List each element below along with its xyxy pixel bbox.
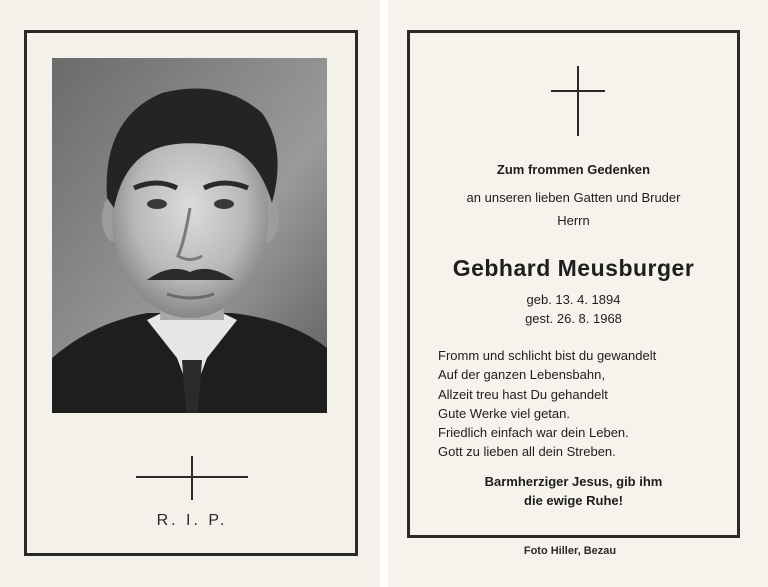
rip-text: R. I. P. — [156, 512, 228, 529]
poem-line: Auf der ganzen Lebensbahn, — [438, 367, 605, 383]
birth-date: geb. 13. 4. 1894 — [526, 292, 621, 307]
memorial-poem — [438, 346, 728, 462]
dedication-line: an unseren lieben Gatten und Bruder — [466, 190, 681, 205]
poem-line: Friedlich einfach war dein Leben. — [438, 425, 629, 441]
portrait-photo — [52, 58, 327, 413]
poem-line: Fromm und schlicht bist du gewandelt — [438, 348, 657, 363]
deceased-name: Gebhard Meusburger — [452, 255, 695, 281]
prayer-line: Barmherziger Jesus, gib ihm — [484, 474, 663, 489]
poem-line: Gute Werke viel getan. — [438, 405, 570, 421]
prayer-line: die ewige Ruhe! — [524, 493, 623, 508]
cross-icon — [136, 456, 248, 500]
memorial-heading: Zum frommen Gedenken — [496, 162, 651, 177]
cross-icon — [551, 66, 605, 136]
honorific: Herrn — [557, 213, 590, 228]
poem-line: Allzeit treu hast Du gehandelt — [438, 386, 608, 402]
card-gap — [380, 0, 388, 587]
death-date: gest. 26. 8. 1968 — [525, 311, 622, 326]
photographer-credit: Foto Hiller, Bezau — [523, 545, 617, 557]
poem-line: Gott zu lieben all dein Streben. — [438, 444, 616, 460]
